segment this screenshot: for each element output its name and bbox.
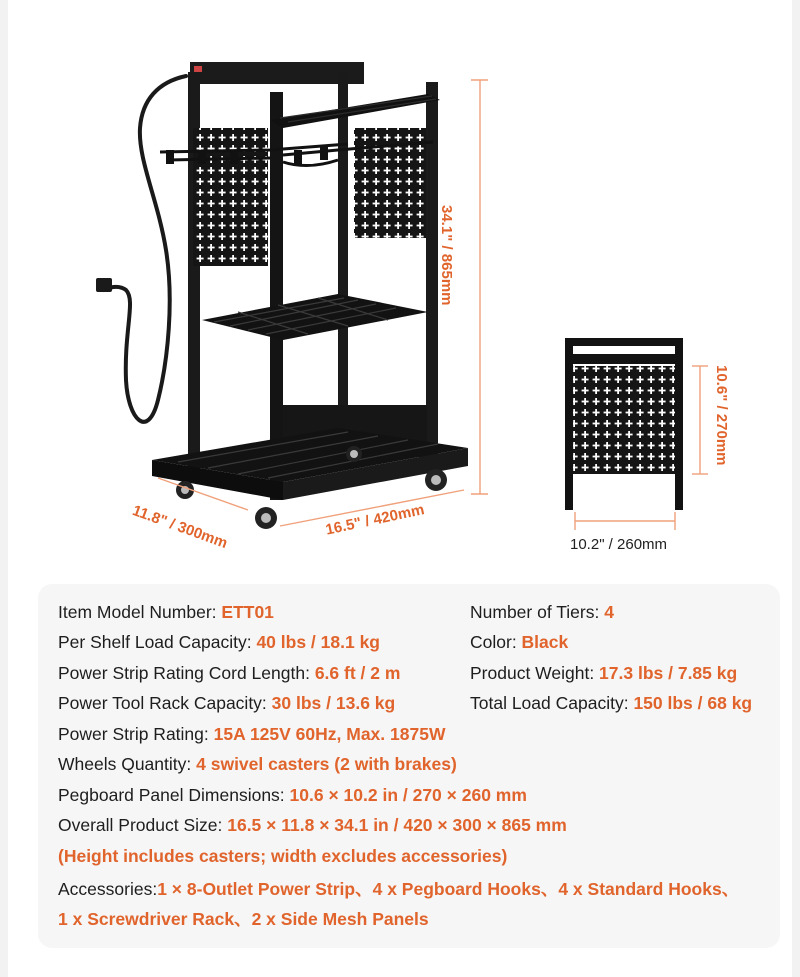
spec-color: Color: Black (470, 632, 569, 652)
spec-shelf-load: Per Shelf Load Capacity: 40 lbs / 18.1 kg (58, 632, 380, 652)
plug-icon (96, 278, 112, 292)
power-strip (190, 62, 364, 84)
depth-dimension-label: 11.8" / 300mm (130, 502, 230, 553)
spec-box (38, 584, 780, 948)
spec-tiers: Number of Tiers: 4 (470, 602, 614, 622)
spec-total-load: Total Load Capacity: 150 lbs / 68 kg (470, 693, 753, 713)
height-dimension-label: 34.1" / 865mm (438, 205, 455, 306)
spec-cord-length: Power Strip Rating Cord Length: 6.6 ft / 2 m (58, 663, 401, 683)
spec-pegboard: Pegboard Panel Dimensions: 10.6 × 10.2 in / 270 × 260 mm (58, 785, 527, 805)
panel-height-dimension-label: 10.6" / 270mm (713, 365, 730, 466)
width-dimension-label: 16.5" / 420mm (324, 501, 426, 539)
height-dimension-line (471, 80, 488, 494)
spec-accessories-cont: 1 x Screwdriver Rack、2 x Side Mesh Panels (58, 909, 429, 929)
spec-overall: Overall Product Size: 16.5 × 11.8 × 34.1 in / 420 × 300 × 865 mm (58, 815, 567, 835)
spec-model: Item Model Number: ETT01 (58, 602, 274, 622)
panel-height-dimension-line (692, 366, 708, 474)
power-cord (104, 76, 186, 422)
panel-width-dimension-line (575, 512, 675, 530)
spec-strip-rating: Power Strip Rating: 15A 125V 60Hz, Max. 1875W (58, 724, 446, 744)
side-panel-illustration (565, 338, 683, 510)
spec-accessories: Accessories:1 × 8-Outlet Power Strip、4 x Pegboard Hooks、4 x Standard Hooks、 (58, 879, 740, 899)
product-card (8, 0, 792, 977)
spec-wheels: Wheels Quantity: 4 swivel casters (2 with brakes) (58, 754, 457, 774)
product-diagram (8, 0, 792, 580)
spec-weight: Product Weight: 17.3 lbs / 7.85 kg (470, 663, 738, 683)
panel-width-dimension-label: 10.2" / 260mm (570, 536, 668, 553)
spec-overall-note: (Height includes casters; width excludes accessories) (58, 846, 508, 866)
spec-tool-rack: Power Tool Rack Capacity: 30 lbs / 13.6 kg (58, 693, 396, 713)
